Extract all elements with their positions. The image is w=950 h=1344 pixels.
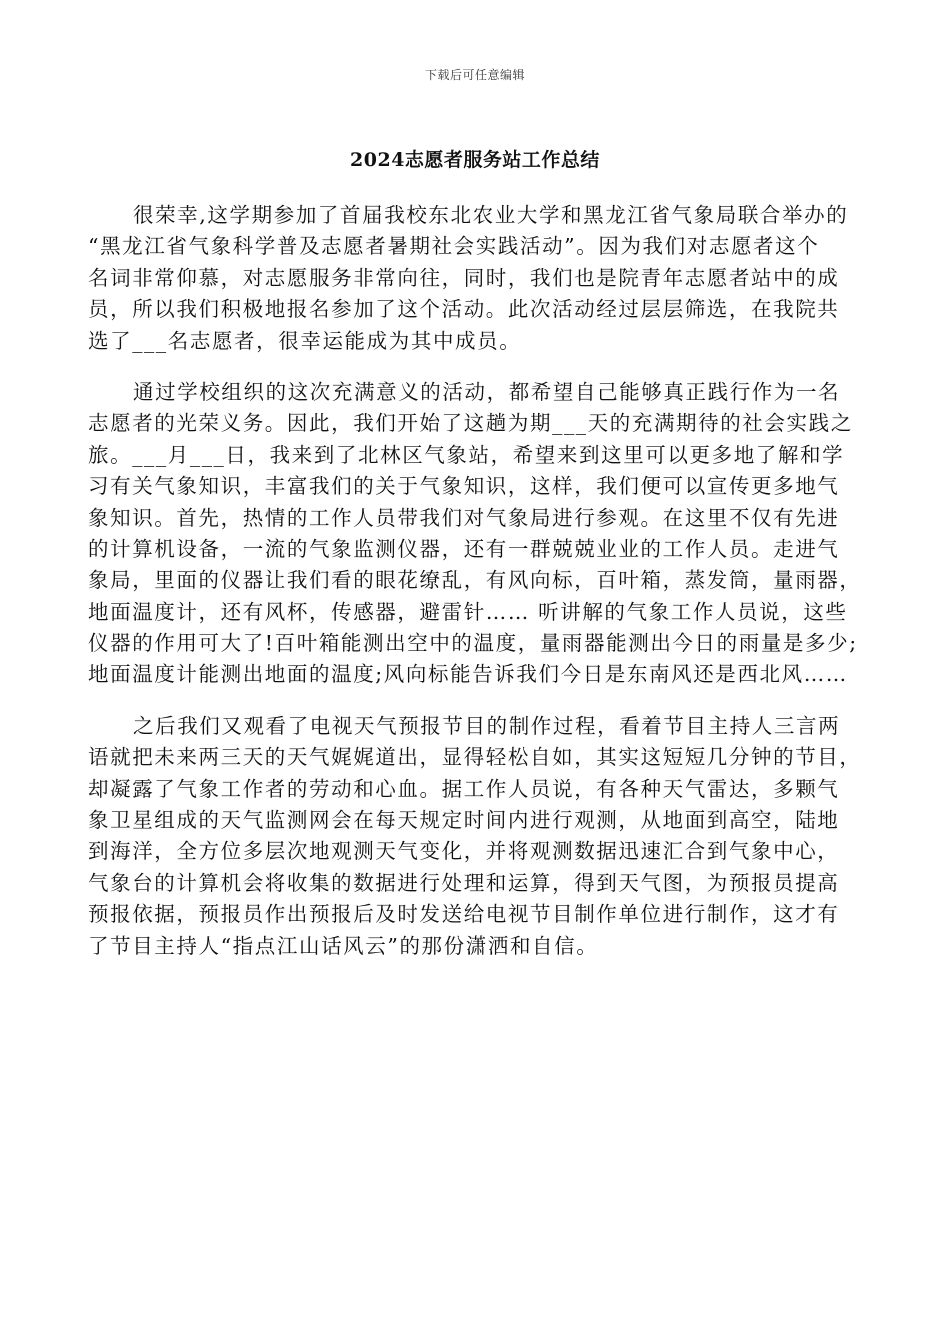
paragraph-line: 习有关气象知识，丰富我们的关于气象知识，这样，我们便可以宣传更多地气 [88, 474, 840, 499]
paragraph-line: 之后我们又观看了电视天气预报节目的制作过程，看着节目主持人三言两 [133, 713, 841, 738]
paragraph-line: “黑龙江省气象科学普及志愿者暑期社会实践活动”。因为我们对志愿者这个 [88, 234, 820, 259]
paragraph-line: 象卫星组成的天气监测网会在每天规定时间内进行观测，从地面到高空，陆地 [88, 808, 840, 833]
paragraph-line: 地面温度计，还有风杯，传感器，避雷针…… 听讲解的气象工作人员说，这些 [88, 599, 848, 624]
paragraph-line: 名词非常仰慕，对志愿服务非常向往，同时，我们也是院青年志愿者站中的成 [88, 265, 840, 290]
paragraph-line: 到海洋，全方位多层次地观测天气变化，并将观测数据迅速汇合到气象中心， [88, 839, 840, 864]
paragraph-line: 气象台的计算机会将收集的数据进行处理和运算，得到天气图，为预报员提高 [88, 870, 840, 895]
paragraph-line: 却凝露了气象工作者的劳动和心血。据工作人员说，有各种天气雷达，多颗气 [88, 776, 840, 801]
paragraph-line: 旅。___月___日，我来到了北林区气象站，希望来到这里可以更多地了解和学 [88, 442, 845, 467]
paragraph-line: 很荣幸,这学期参加了首届我校东北农业大学和黑龙江省气象局联合举办的 [133, 203, 849, 227]
paragraph-line: 通过学校组织的这次充满意义的活动，都希望自己能够真正践行作为一名 [133, 379, 841, 404]
paragraph-line: 语就把未来两三天的天气娓娓道出，显得轻松自如，其实这短短几分钟的节目， [88, 745, 862, 770]
paragraph-line: 员，所以我们积极地报名参加了这个活动。此次活动经过层层筛选，在我院共 [88, 297, 840, 322]
document-title: 2024志愿者服务站工作总结 [350, 149, 600, 171]
page-header-note: 下载后可任意编辑 [424, 68, 525, 82]
paragraph-line: 志愿者的光荣义务。因此，我们开始了这趟为期___天的充满期待的社会实践之 [88, 411, 853, 436]
paragraph-line: 地面温度计能测出地面的温度;风向标能告诉我们今日是东南风还是西北风…… [88, 662, 848, 687]
paragraph-line: 象局，里面的仪器让我们看的眼花缭乱，有风向标，百叶箱，蒸发筒，量雨器， [88, 568, 862, 593]
paragraph-3 [88, 711, 866, 962]
paragraph-line: 了节目主持人“指点江山话风云”的那份潇洒和自信。 [88, 933, 599, 958]
paragraph-1 [88, 200, 866, 357]
paragraph-line: 象知识。首先，热情的工作人员带我们对气象局进行参观。在这里不仅有先进 [88, 505, 840, 530]
paragraph-line: 的计算机设备，一流的气象监测仪器，还有一群兢兢业业的工作人员。走进气 [88, 536, 840, 561]
paragraph-2 [88, 377, 866, 691]
document-body [88, 200, 866, 982]
paragraph-line: 预报依据，预报员作出预报后及时发送给电视节目制作单位进行制作，这才有 [88, 902, 840, 927]
paragraph-line: 仪器的作用可大了!百叶箱能测出空中的温度，量雨器能测出今日的雨量是多少; [88, 631, 858, 656]
paragraph-line: 选了___名志愿者，很幸运能成为其中成员。 [88, 328, 522, 353]
